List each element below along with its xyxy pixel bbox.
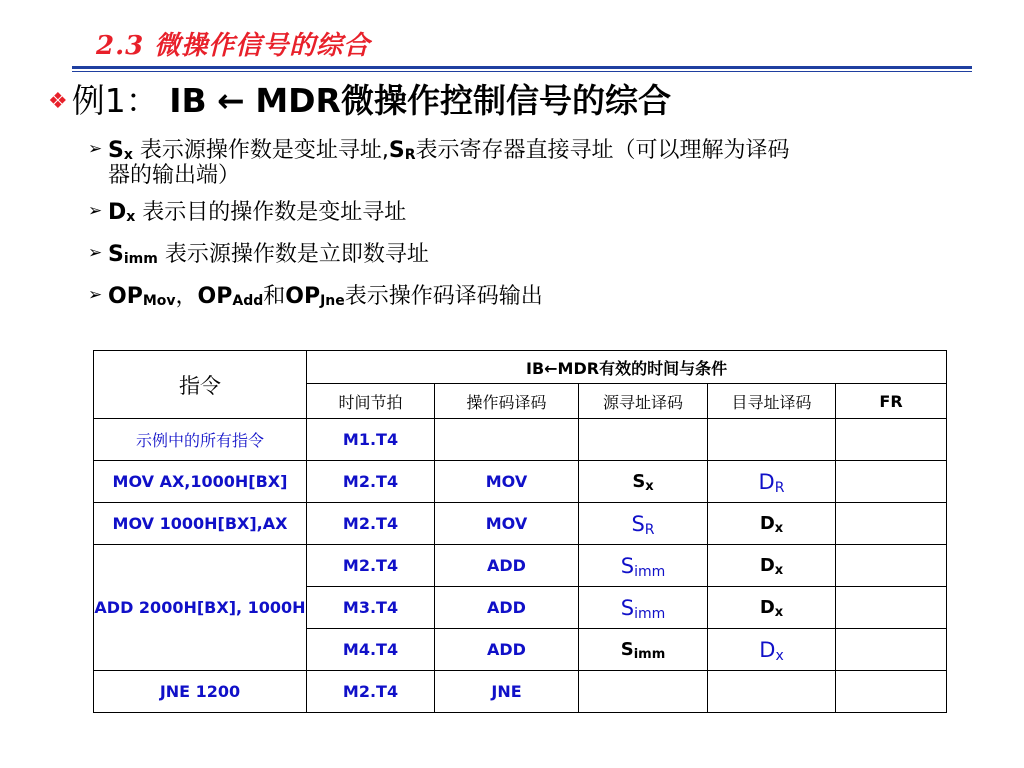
signal-sub: x bbox=[774, 605, 784, 620]
cell-dst bbox=[708, 587, 836, 629]
cell-fr bbox=[836, 545, 947, 587]
header-src: 源寻址译码 bbox=[579, 384, 708, 419]
symbol-sub: Mov bbox=[142, 293, 176, 309]
symbol: OP bbox=[108, 284, 143, 309]
cell-time: M4.T4 bbox=[307, 629, 435, 671]
cell-opcode bbox=[435, 419, 579, 461]
arrow-bullet-icon: ➢ bbox=[88, 139, 103, 159]
cell-opcode: ADD bbox=[435, 629, 579, 671]
cell-opcode: JNE bbox=[435, 671, 579, 713]
symbol: S bbox=[108, 138, 124, 163]
arrow-bullet-icon: ➢ bbox=[88, 285, 103, 305]
signal-sub: x bbox=[774, 563, 784, 578]
cell-time: M2.T4 bbox=[307, 545, 435, 587]
bullet-list bbox=[88, 138, 998, 326]
symbol-sub: x bbox=[123, 147, 133, 163]
cell-dst bbox=[708, 629, 836, 671]
table-row bbox=[94, 461, 947, 503]
diamond-bullet-icon: ❖ bbox=[48, 89, 68, 114]
slide-title: 2.3 微操作信号的综合 bbox=[96, 31, 371, 61]
example-prefix: 例1： bbox=[71, 81, 159, 120]
cell-fr bbox=[836, 629, 947, 671]
cell-time: M1.T4 bbox=[307, 419, 435, 461]
bullet-text: 表示目的操作数是变址寻址 bbox=[135, 200, 407, 225]
conjunction: 和 bbox=[263, 284, 286, 309]
table-row bbox=[94, 419, 947, 461]
cell-instruction: JNE 1200 bbox=[94, 671, 307, 713]
arrow-bullet-icon: ➢ bbox=[88, 201, 103, 221]
cell-fr bbox=[836, 671, 947, 713]
title-rule bbox=[72, 66, 972, 69]
signal: S bbox=[620, 639, 634, 660]
signal: D bbox=[759, 597, 775, 618]
signal: D bbox=[759, 637, 776, 662]
bullet-sx bbox=[88, 138, 998, 188]
signal-sub: imm bbox=[633, 647, 666, 662]
signal: S bbox=[620, 595, 635, 620]
symbol: S bbox=[388, 138, 405, 163]
bullet-simm bbox=[88, 242, 998, 267]
symbol: OP bbox=[285, 284, 321, 309]
signal-sub: x bbox=[645, 479, 654, 494]
header-instruction: 指令 bbox=[94, 351, 307, 419]
cell-src bbox=[579, 587, 708, 629]
symbol-sub: Jne bbox=[320, 293, 345, 309]
bullet-op bbox=[88, 284, 998, 309]
symbol-sub: x bbox=[126, 209, 136, 225]
cell-fr bbox=[836, 419, 947, 461]
microop-table bbox=[93, 350, 947, 713]
cell-src bbox=[579, 461, 708, 503]
example-arrow: ← bbox=[217, 81, 245, 120]
header-dst: 目寻址译码 bbox=[708, 384, 836, 419]
table-header-row bbox=[94, 351, 947, 384]
header-group-label: IB←MDR有效的时间与条件 bbox=[525, 358, 728, 378]
cell-instruction: MOV AX,1000H[BX] bbox=[94, 461, 307, 503]
cell-dst bbox=[708, 461, 836, 503]
cell-time: M2.T4 bbox=[307, 503, 435, 545]
cell-dst bbox=[708, 671, 836, 713]
cell-instruction: 示例中的所有指令 bbox=[94, 419, 307, 461]
signal: D bbox=[758, 469, 775, 494]
cell-opcode: ADD bbox=[435, 545, 579, 587]
symbol-sub: Add bbox=[232, 293, 264, 309]
header-fr: FR bbox=[836, 384, 947, 419]
example-heading bbox=[48, 81, 671, 122]
symbol-sub: R bbox=[404, 147, 416, 163]
signal-sub: R bbox=[644, 521, 655, 538]
table-row bbox=[94, 671, 947, 713]
bullet-text: 表示源操作数是立即数寻址 bbox=[157, 242, 429, 267]
signal: D bbox=[759, 513, 775, 534]
signal-sub: x bbox=[775, 647, 784, 664]
separator: ， bbox=[175, 284, 198, 309]
signal: S bbox=[632, 471, 646, 492]
cell-src bbox=[579, 503, 708, 545]
signal-sub: x bbox=[774, 521, 784, 536]
bullet-text-cont: 器的输出端） bbox=[108, 163, 241, 188]
title-rule-thin bbox=[72, 71, 972, 72]
signal: S bbox=[631, 511, 645, 536]
cell-dst bbox=[708, 503, 836, 545]
symbol: D bbox=[108, 200, 127, 225]
bullet-text: 表示寄存器直接寻址（可以理解为译码 bbox=[415, 138, 790, 163]
bullet-text: 表示源操作数是变址寻址, bbox=[132, 138, 389, 163]
cell-opcode: ADD bbox=[435, 587, 579, 629]
signal-sub: R bbox=[774, 479, 785, 496]
example-ib: IB bbox=[169, 81, 207, 120]
cell-time: M2.T4 bbox=[307, 461, 435, 503]
cell-opcode: MOV bbox=[435, 461, 579, 503]
cell-dst bbox=[708, 419, 836, 461]
cell-time: M2.T4 bbox=[307, 671, 435, 713]
cell-src bbox=[579, 671, 708, 713]
example-rest: MDR微操作控制信号的综合 bbox=[255, 81, 671, 120]
arrow-bullet-icon: ➢ bbox=[88, 243, 103, 263]
cell-src bbox=[579, 419, 708, 461]
header-group bbox=[307, 351, 947, 384]
cell-fr bbox=[836, 587, 947, 629]
symbol: OP bbox=[197, 284, 233, 309]
table-row bbox=[94, 503, 947, 545]
cell-instruction: ADD 2000H[BX], 1000H bbox=[94, 545, 307, 671]
symbol: S bbox=[108, 242, 124, 267]
cell-fr bbox=[836, 461, 947, 503]
signal-sub: imm bbox=[634, 563, 666, 580]
cell-time: M3.T4 bbox=[307, 587, 435, 629]
signal: S bbox=[620, 553, 635, 578]
cell-opcode: MOV bbox=[435, 503, 579, 545]
cell-src bbox=[579, 545, 708, 587]
header-time: 时间节拍 bbox=[307, 384, 435, 419]
table-row bbox=[94, 545, 947, 587]
cell-src bbox=[579, 629, 708, 671]
signal: D bbox=[759, 555, 775, 576]
header-opcode: 操作码译码 bbox=[435, 384, 579, 419]
cell-dst bbox=[708, 545, 836, 587]
cell-instruction: MOV 1000H[BX],AX bbox=[94, 503, 307, 545]
bullet-text: 表示操作码译码输出 bbox=[344, 284, 543, 309]
cell-fr bbox=[836, 503, 947, 545]
symbol-sub: imm bbox=[123, 251, 158, 267]
bullet-dx bbox=[88, 200, 998, 225]
signal-sub: imm bbox=[634, 605, 666, 622]
